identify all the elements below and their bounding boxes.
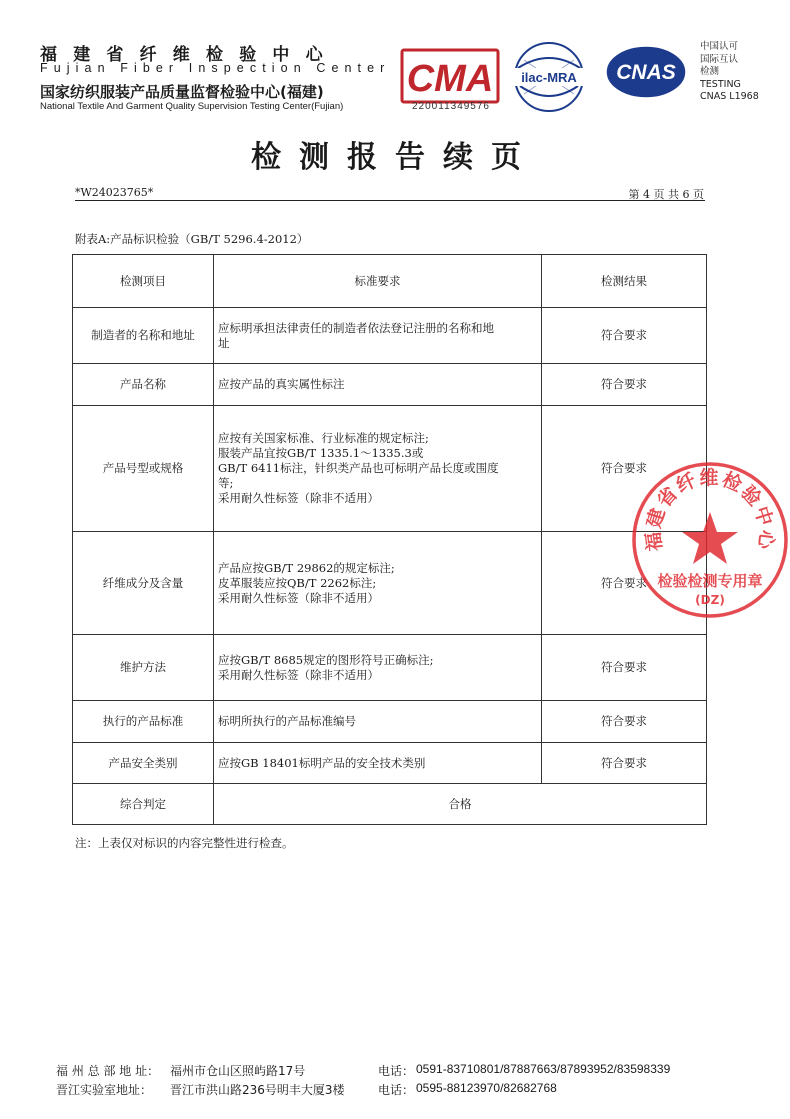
table-header-row (73, 255, 707, 308)
row-item: 执行的产品标准 (73, 701, 214, 743)
requirement-line: 采用耐久性标签（除非不适用） (218, 590, 379, 605)
row-requirement (214, 701, 542, 743)
requirement-line: GB/T 6411标注，针织类产品也可标明产品长度或围度 (218, 461, 499, 475)
header-item: 检测项目 (73, 255, 214, 308)
hq-label: 福 州 总 部 地 址： (56, 1064, 160, 1078)
requirement-line: 皮革服装应按QB/T 2262标注; (218, 575, 377, 590)
row-result: 符合要求 (542, 364, 707, 406)
header-result: 检测结果 (542, 255, 707, 308)
national-center-cn: 国家纺织服装产品质量监督检验中心(福建) (40, 83, 324, 101)
org-name-en: Fujian Fiber Inspection Center (40, 61, 391, 75)
table-row (73, 308, 707, 364)
hq-phone: 0591-83710801/87887663/87893952/83598339 (416, 1062, 671, 1076)
header-divider (75, 200, 705, 201)
cnas-logo (604, 44, 688, 100)
row-item: 产品号型或规格 (73, 406, 214, 532)
requirement-line: 应标明承担法律责任的制造者依法登记注册的名称和地 (218, 320, 494, 335)
row-requirement (214, 364, 542, 406)
requirement-line: 产品应按GB/T 29862的规定标注; (218, 560, 395, 575)
row-requirement (214, 532, 542, 635)
cma-logo-text: CMA (406, 58, 494, 100)
table-row (73, 532, 707, 635)
ilac-logo-text: ilac-MRA (521, 70, 577, 85)
seal-ring-text: 福建省纤维检验中心 (642, 467, 778, 553)
row-item: 纤维成分及含量 (73, 532, 214, 635)
requirement-line: 服装产品宜按GB/T 1335.1～1335.3或 (218, 446, 424, 460)
report-title: 检测报告续页 (251, 140, 539, 175)
table-row (73, 635, 707, 701)
row-requirement (214, 743, 542, 784)
table-row (73, 701, 707, 743)
row-result: 符合要求 (542, 743, 707, 784)
row-item: 维护方法 (73, 635, 214, 701)
page-info: 第 4 页 共 6 页 (628, 188, 704, 201)
lab-label: 晋江实验室地址： (56, 1083, 153, 1097)
seal-code: (DZ) (695, 593, 725, 607)
row-requirement (214, 635, 542, 701)
row-item: 产品安全类别 (73, 743, 214, 784)
footnote: 注：上表仅对标识的内容完整性进行检查。 (75, 836, 294, 850)
requirement-line: 等; (218, 476, 234, 490)
org-name-cn: 福建省纤维检验中心 (40, 45, 339, 65)
row-result: 符合要求 (542, 308, 707, 364)
hq-phone-label: 电话： (378, 1064, 415, 1078)
official-seal (630, 460, 790, 620)
requirement-line: 应按GB/T 8685规定的图形符号正确标注; (218, 652, 434, 667)
requirement-line: 址 (218, 335, 230, 350)
row-result: 符合要求 (542, 635, 707, 701)
cnas-logo-text: CNAS (616, 61, 676, 84)
requirement-line: 应按有关国家标准、行业标准的规定标注; (218, 431, 429, 445)
cnas-line-4: TESTING (700, 78, 741, 90)
requirement-line: 采用耐久性标签（除非不适用） (218, 667, 379, 682)
table-row (73, 364, 707, 406)
row-requirement (214, 406, 542, 532)
cnas-line-5: CNAS L1968 (700, 91, 759, 102)
cnas-line-1: 中国认可 (700, 41, 739, 52)
cma-number: 220011349576 (412, 101, 490, 112)
table-row (73, 743, 707, 784)
lab-address: 晋江市洪山路236号明丰大厦3楼 (170, 1083, 345, 1097)
hq-address: 福州市仓山区照屿路17号 (170, 1064, 306, 1078)
inspection-table (72, 254, 707, 825)
lab-phone-label: 电话： (378, 1083, 415, 1097)
requirement-line: 标明所执行的产品标准编号 (218, 714, 356, 728)
seal-star-icon (682, 512, 738, 564)
header-requirement: 标准要求 (214, 255, 542, 308)
row-result: 符合要求 (542, 701, 707, 743)
appendix-title: 附表A:产品标识检验（GB/T 5296.4-2012） (75, 232, 309, 246)
cnas-line-3: 检测 (700, 66, 720, 77)
conclusion-row (73, 784, 707, 825)
report-code: *W24023765* (75, 186, 154, 199)
lab-phone: 0595-88123970/82682768 (416, 1081, 557, 1095)
conclusion-value: 合格 (214, 784, 707, 825)
cnas-line-2: 国际互认 (700, 53, 739, 65)
row-result: 符合要求 (542, 406, 707, 532)
row-item: 制造者的名称和地址 (73, 308, 214, 364)
national-center-en: National Textile And Garment Quality Supervision Testing Center(Fujian) (40, 101, 344, 112)
cnas-side-text (700, 41, 759, 104)
ilac-mra-logo (510, 40, 588, 114)
row-result: 符合要求 (542, 532, 707, 635)
row-requirement (214, 308, 542, 364)
row-item: 产品名称 (73, 364, 214, 406)
seal-bottom-text: 检验检测专用章 (657, 572, 763, 590)
requirement-line: 应按GB 18401标明产品的安全技术类别 (218, 755, 426, 770)
table-row (73, 406, 707, 532)
requirement-line: 应按产品的真实属性标注 (218, 377, 345, 391)
conclusion-label: 综合判定 (73, 784, 214, 825)
requirement-line: 采用耐久性标签（除非不适用） (218, 491, 379, 505)
